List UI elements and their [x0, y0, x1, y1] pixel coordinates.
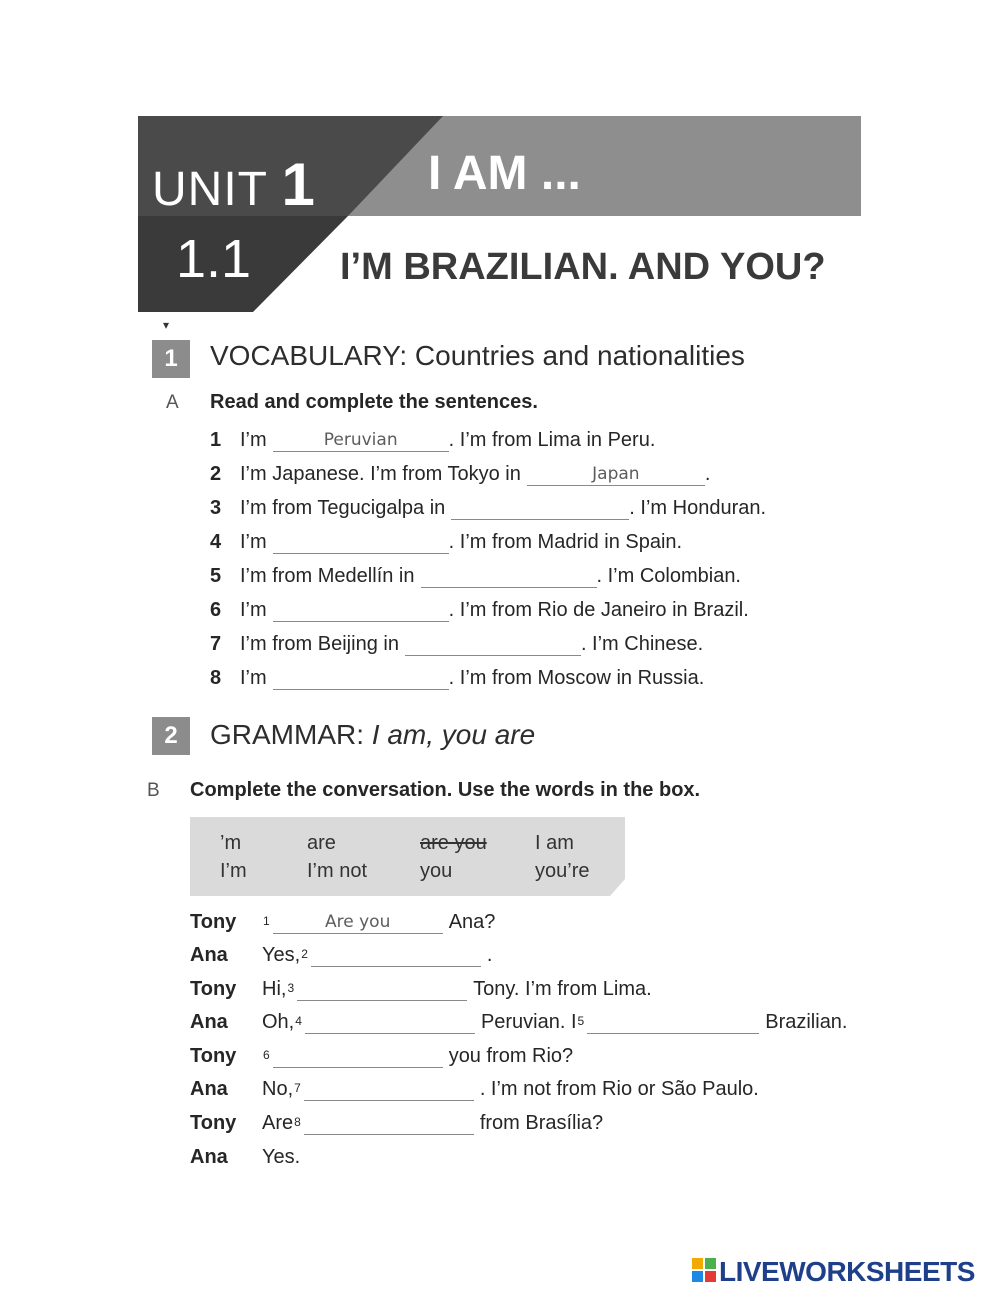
- line-text-before: No,: [262, 1078, 294, 1100]
- unit-number: 1: [281, 151, 316, 218]
- answer-blank-5[interactable]: [421, 563, 597, 588]
- vocab-item-5: [210, 558, 741, 588]
- exercise-a-letter: A: [166, 392, 179, 413]
- conversation-blank-7[interactable]: [304, 1076, 474, 1101]
- conversation-line-2: [262, 937, 492, 967]
- answer-blank-4[interactable]: [273, 529, 449, 554]
- word-box-item: are you: [420, 832, 487, 854]
- item-text-after: .: [704, 463, 711, 485]
- gap-number: 2: [301, 947, 308, 961]
- item-text-after: . I’m from Madrid in Spain.: [448, 531, 683, 553]
- gap-number: 1: [263, 914, 270, 928]
- line-text-after: Ana?: [448, 911, 496, 933]
- word-box-item: ’m: [220, 832, 242, 854]
- item-text-before: I’m: [240, 667, 267, 689]
- speaker-name: Ana: [190, 1146, 228, 1168]
- vocab-item-1: [210, 422, 655, 452]
- vocab-item-7: [210, 626, 703, 656]
- conversation-blank-2[interactable]: [311, 942, 481, 967]
- item-number: 6: [210, 599, 222, 621]
- line-text-before: Are: [262, 1112, 294, 1134]
- item-text-before: I’m: [240, 531, 267, 553]
- gap-number: 8: [294, 1115, 301, 1129]
- unit-label: UNIT 1: [152, 151, 316, 218]
- answer-blank-1[interactable]: [273, 427, 449, 452]
- item-text-after: . I’m Chinese.: [580, 633, 704, 655]
- item-text-after: . I’m Honduran.: [629, 497, 767, 519]
- section-2-heading: GRAMMAR: I am, you are: [210, 719, 536, 750]
- vocab-item-4: [210, 524, 682, 554]
- line-text-after: Peruvian. I: [480, 1011, 577, 1033]
- item-text-after: . I’m Colombian.: [596, 565, 741, 587]
- item-number: 3: [210, 497, 222, 519]
- conversation-line-6: [262, 1071, 759, 1101]
- gap-number: 5: [577, 1014, 585, 1028]
- answer-text: Peruvian: [323, 430, 398, 450]
- line-text-after: Tony. I’m from Lima.: [473, 978, 652, 1000]
- item-text-before: I’m from Tegucigalpa in: [240, 497, 446, 519]
- gap-number: 4: [295, 1014, 302, 1028]
- exercise-b-instruction: Complete the conversation. Use the words in the box.: [190, 779, 701, 801]
- line-text-after: from Brasília?: [479, 1112, 604, 1134]
- speaker-name: Tony: [190, 1045, 237, 1067]
- item-text-before: I’m from Medellín in: [240, 565, 415, 587]
- word-box: [190, 817, 625, 896]
- gap-number: 6: [263, 1048, 270, 1062]
- word-box-item: I’m: [220, 860, 247, 882]
- line-text-after-2: Brazilian.: [765, 1011, 848, 1033]
- section-1-badge: 1: [152, 340, 190, 378]
- vocab-item-6: [210, 592, 749, 622]
- conversation-line-7: [262, 1105, 603, 1135]
- item-text-after: . I’m from Lima in Peru.: [448, 429, 656, 451]
- conversation-line-1: [262, 904, 495, 934]
- section-1-heading: VOCABULARY: Countries and nationalities: [210, 340, 745, 371]
- conversation-line-3: [262, 971, 652, 1001]
- word-box-item: are: [307, 832, 336, 854]
- conversation-blank-1[interactable]: [273, 909, 443, 934]
- gap-number: 3: [287, 981, 295, 995]
- speaker-name: Tony: [190, 911, 237, 933]
- answer-blank-7[interactable]: [405, 631, 581, 656]
- line-text-after: .: [486, 944, 493, 966]
- word-box-item: you’re: [535, 860, 590, 882]
- word-box-item: you: [420, 860, 453, 882]
- item-text-before: I’m: [240, 429, 267, 451]
- answer-text: Japan: [592, 464, 640, 484]
- answer-blank-3[interactable]: [451, 495, 629, 520]
- word-box-item: I am: [535, 832, 574, 854]
- conversation-blank-3[interactable]: [297, 976, 467, 1001]
- item-number: 5: [210, 565, 222, 587]
- item-number: 4: [210, 531, 222, 553]
- item-text-before: I’m: [240, 599, 267, 621]
- item-number: 7: [210, 633, 222, 655]
- unit-title: I AM ...: [428, 147, 581, 200]
- exercise-a-instruction: Read and complete the sentences.: [210, 391, 538, 413]
- item-text-after: . I’m from Moscow in Russia.: [448, 667, 705, 689]
- arrow-down-icon: ▾: [163, 318, 170, 332]
- conversation-line-4: [262, 1004, 848, 1034]
- answer-blank-8[interactable]: [273, 665, 449, 690]
- speaker-name: Ana: [190, 1011, 228, 1033]
- speaker-name: Tony: [190, 978, 237, 1000]
- item-number: 2: [210, 463, 222, 485]
- line-text-before: Yes,: [262, 944, 301, 966]
- vocab-item-2: [210, 456, 710, 486]
- liveworksheets-logo: LIVEWORKSHEETS: [719, 1256, 975, 1287]
- item-text-before: I’m from Beijing in: [240, 633, 399, 655]
- lesson-title: I’M BRAZILIAN. AND YOU?: [340, 246, 826, 288]
- item-number: 8: [210, 667, 222, 689]
- line-text-before: Hi,: [262, 978, 287, 1000]
- vocab-item-3: [210, 490, 766, 520]
- liveworksheets-logo-icon: [692, 1258, 716, 1282]
- item-text-before: I’m Japanese. I’m from Tokyo in: [240, 463, 521, 485]
- speaker-name: Tony: [190, 1112, 237, 1134]
- section-2-badge: 2: [152, 717, 190, 755]
- line-text-before: Oh,: [262, 1011, 295, 1033]
- gap-number: 7: [294, 1081, 301, 1095]
- vocab-item-8: [210, 660, 704, 690]
- word-box-item: I’m not: [307, 860, 368, 882]
- lesson-number: 1.1: [176, 229, 252, 289]
- section-2-heading-italic: I am, you are: [371, 719, 536, 750]
- exercise-b-letter: B: [147, 780, 160, 801]
- conversation-line-8: [262, 1139, 300, 1169]
- item-text-after: . I’m from Rio de Janeiro in Brazil.: [448, 599, 749, 621]
- speaker-name: Ana: [190, 1078, 228, 1100]
- line-text-after: . I’m not from Rio or São Paulo.: [479, 1078, 759, 1100]
- answer-text: Are you: [325, 912, 391, 932]
- conversation-line-5: [262, 1038, 573, 1068]
- answer-blank-6[interactable]: [273, 597, 449, 622]
- item-number: 1: [210, 429, 222, 451]
- conversation-blank-5[interactable]: [587, 1009, 759, 1034]
- conversation-blank-4[interactable]: [305, 1009, 475, 1034]
- line-text-after: you from Rio?: [448, 1045, 574, 1067]
- line-text-before: Yes.: [262, 1146, 301, 1168]
- conversation-blank-8[interactable]: [304, 1110, 474, 1135]
- speaker-name: Ana: [190, 944, 228, 966]
- conversation-blank-6[interactable]: [273, 1043, 443, 1068]
- answer-blank-2[interactable]: [527, 461, 705, 486]
